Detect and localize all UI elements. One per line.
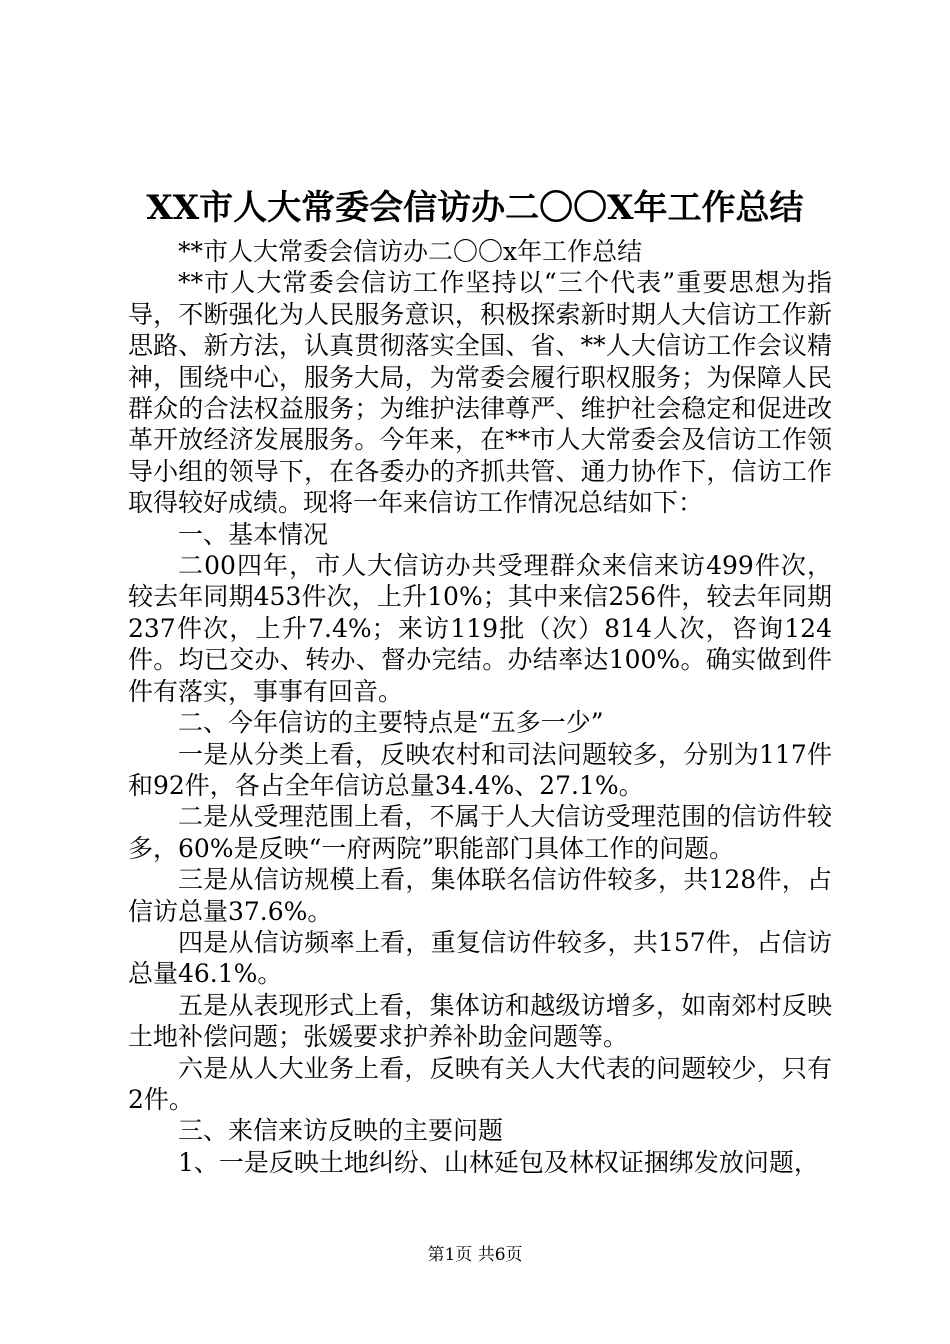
feature-paragraph-4: 四是从信访频率上看，重复信访件较多，共157件，占信访总量46.1%。	[128, 927, 832, 989]
problem-paragraph-1: 1、一是反映土地纠纷、山林延包及林权证捆绑发放问题，	[178, 1147, 819, 1177]
feature-paragraph-2: 二是从受理范围上看，不属于人大信访受理范围的信访件较多，60%是反映“一府两院”职能部门具体工作的问题。	[128, 802, 832, 863]
feature-paragraph-3: 三是从信访规模上看，集体联名信访件较多，共128件，占信访总量37.6%。	[128, 865, 832, 926]
feature-paragraph-6: 六是从人大业务上看，反映有关人大代表的问题较少，只有2件。	[128, 1053, 832, 1114]
feature-paragraph-5: 五是从表现形式上看，集体访和越级访增多，如南郊村反映土地补偿问题；张媛要求护养补助金问题等。	[128, 990, 832, 1052]
document-title: XX市人大常委会信访办二〇〇X年工作总结	[146, 188, 804, 228]
section-heading-basic: 一、基本情况	[178, 519, 329, 549]
page-footer: 第1页 共6页	[427, 1245, 523, 1265]
section-heading-features: 二、今年信访的主要特点是“五多一少”	[178, 708, 604, 738]
intro-paragraph: **市人大常委会信访工作坚持以“三个代表”重要思想为指导，不断强化为人民服务意识，积极探索新时期人大信访工作新思路、新方法，认真贯彻落实全国、省、**人大信访工作会议精神，围绕中心，服务大局，为常委会履行职权服务；为保障人民群众的合法权益服务；为维护法律尊严、维护社会稳定和促进改革开放经济发展服务。今年来，在**市人大常委会及信访工作领导小组的领导下，在各委办的齐抓共管、通力协作下，信访工作取得较好成绩。现将一年来信访工作情况总结如下：	[128, 268, 832, 518]
subtitle-paragraph: **市人大常委会信访办二〇〇x年工作总结	[178, 237, 643, 266]
section-heading-problems: 三、来信来访反映的主要问题	[178, 1116, 504, 1146]
basic-situation-paragraph: 二00四年，市人大信访办共受理群众来信来访499件次，较去年同期453件次，上升10%；其中来信256件，较去年同期237件次，上升7.4%；来访119批（次）814人次，咨询124件。均已交办、转办、督办完结。办结率达100%。确实做到件件有落实，事事有回音。	[128, 551, 832, 706]
document-body	[128, 236, 832, 1178]
feature-paragraph-1: 一是从分类上看，反映农村和司法问题较多，分别为117件和92件，各占全年信访总量34.4%、27.1%。	[128, 739, 832, 800]
